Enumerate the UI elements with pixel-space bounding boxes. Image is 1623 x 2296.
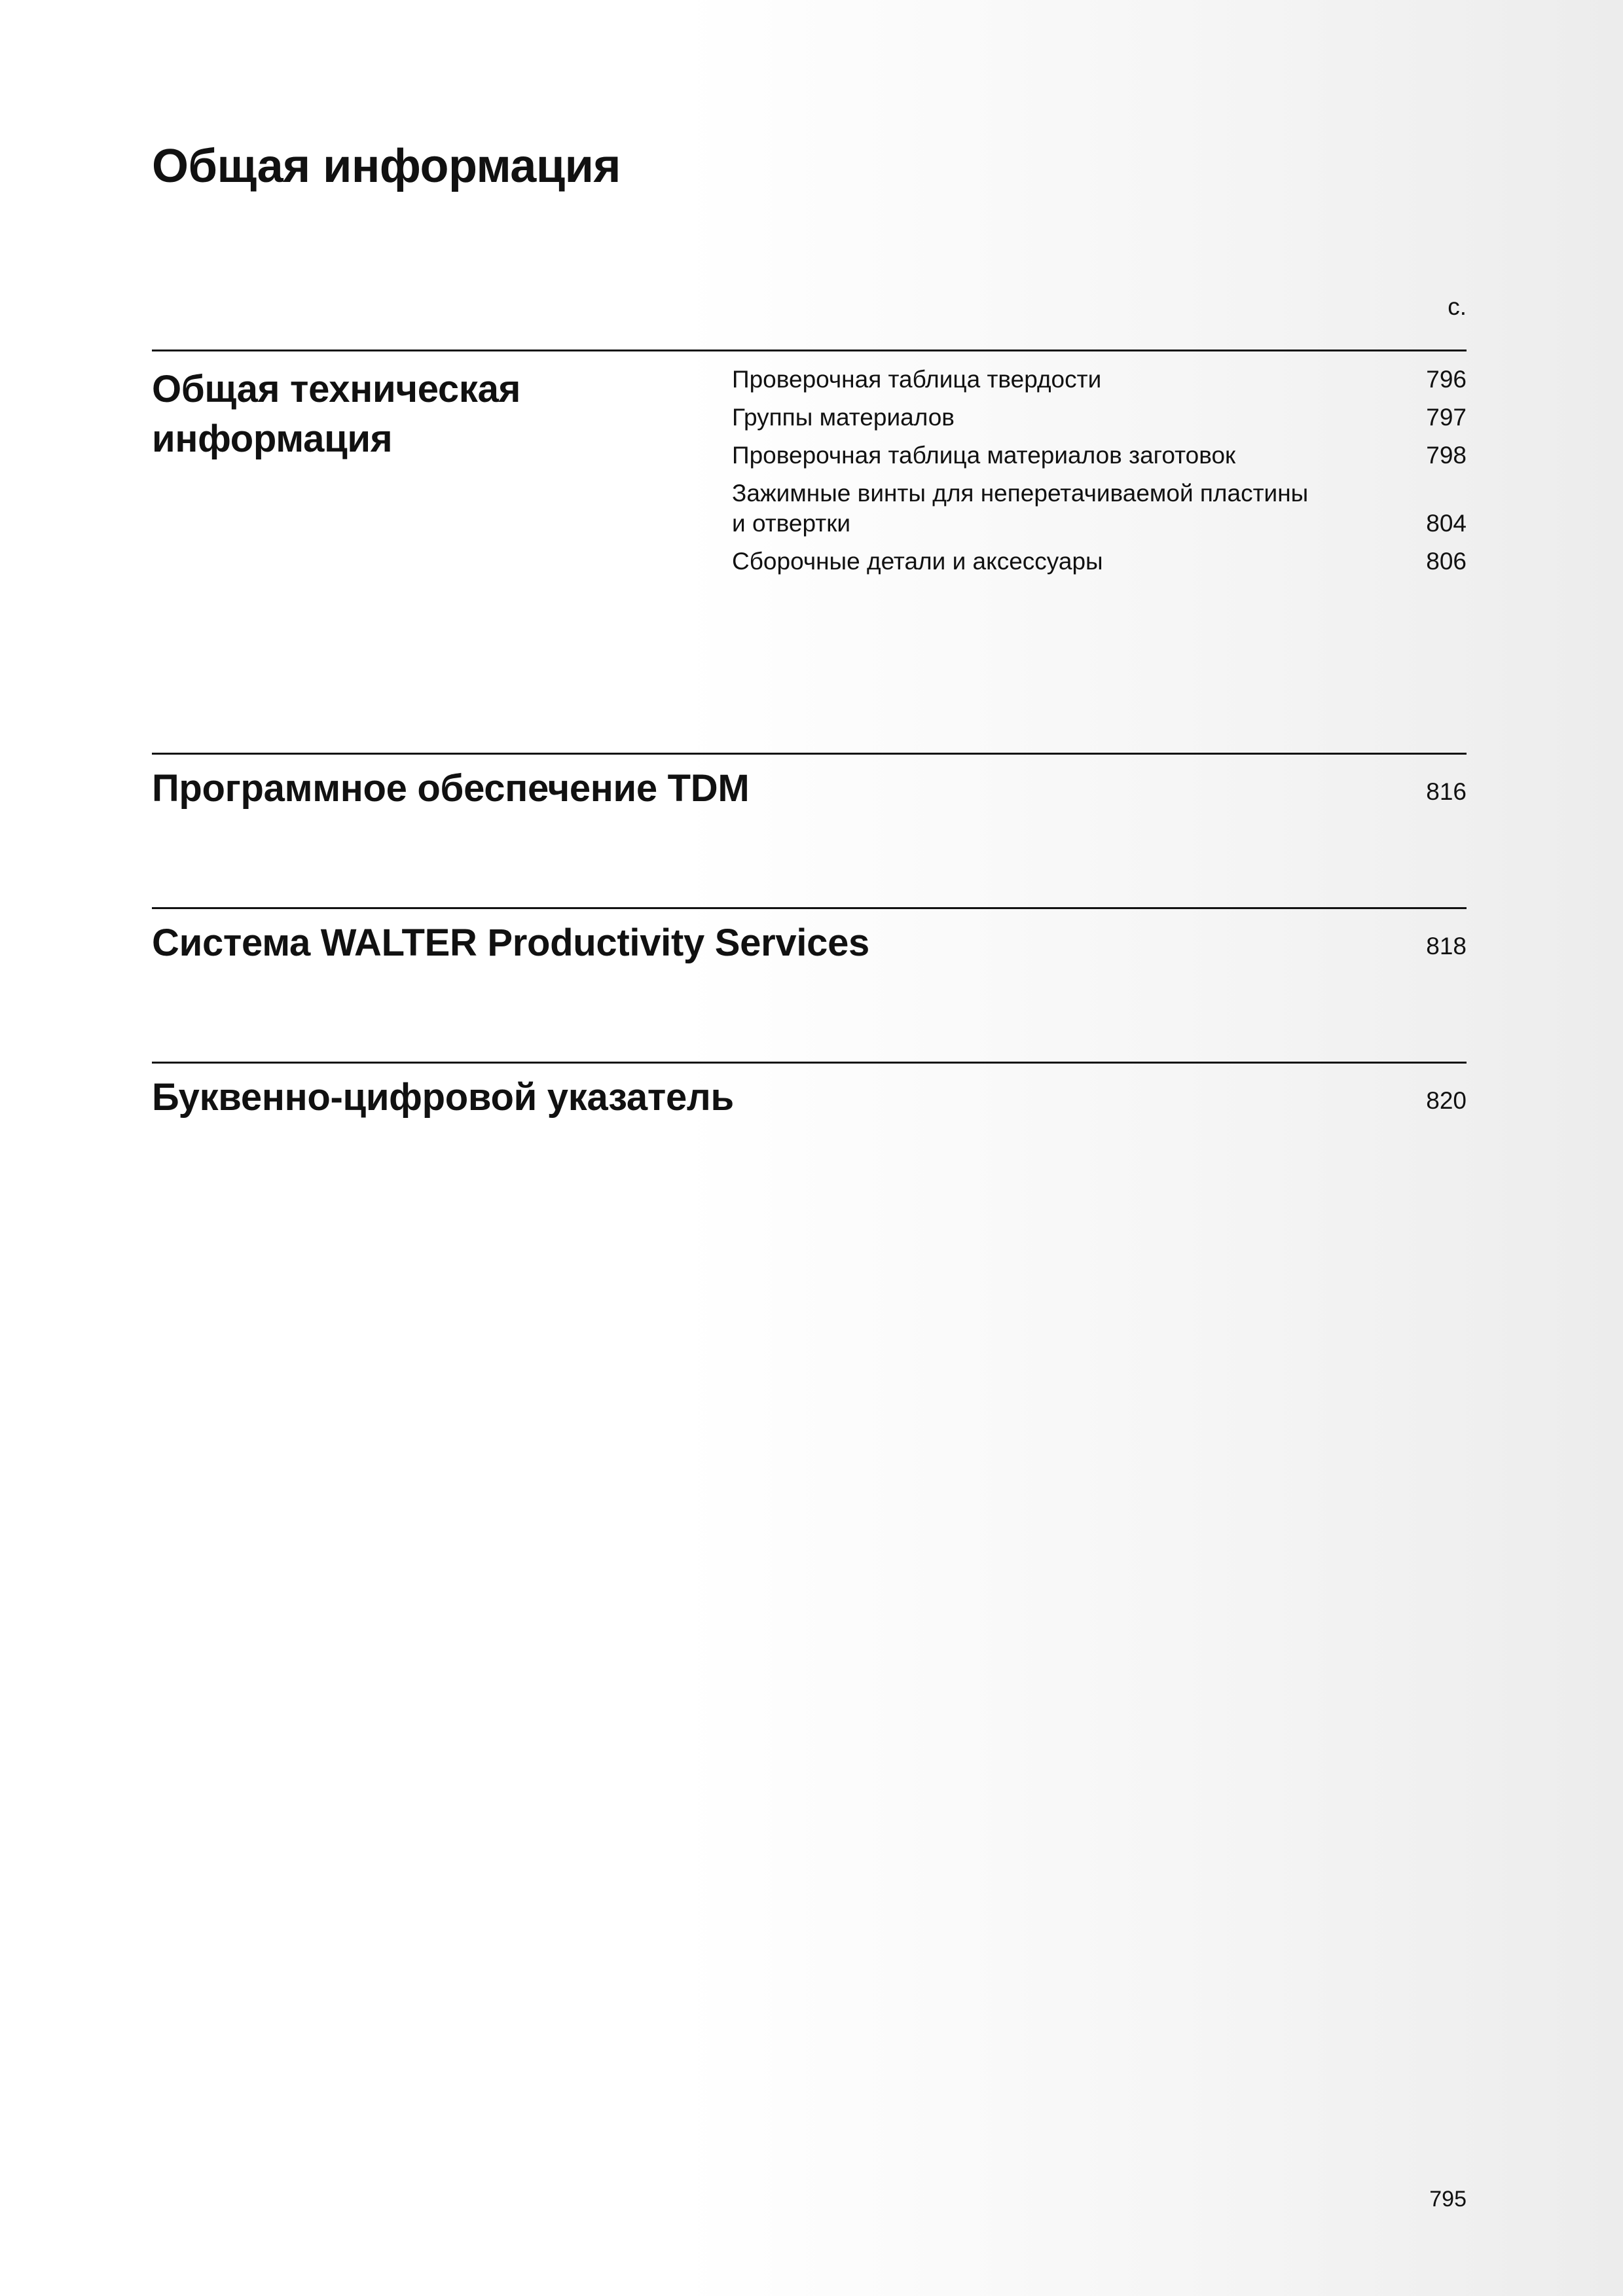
footer-page-number: 795	[1429, 2187, 1467, 2212]
toc-section-alphanumeric-index[interactable]	[152, 1062, 1467, 1142]
toc-entry-workpiece-materials-table[interactable]	[732, 440, 1467, 471]
toc-entry-page: 798	[1426, 442, 1467, 469]
section-title: Программное обеспечение TDM	[152, 767, 750, 810]
toc-section-general-technical-info	[152, 350, 1467, 600]
page-column-label: с.	[1448, 293, 1467, 320]
toc-entry-text: Проверочная таблица материалов заготовок	[732, 442, 1236, 469]
toc-entry-page: 796	[1426, 366, 1467, 393]
toc-entry-material-groups[interactable]	[732, 403, 1467, 433]
section-title: Общая техническая информация	[152, 368, 521, 460]
toc-entry-page: 806	[1426, 548, 1467, 575]
toc-entry-text: Группы материалов	[732, 404, 955, 431]
toc-entry-clamping-screws[interactable]	[732, 478, 1467, 539]
toc-entry-text: Сборочные детали и аксессуары	[732, 548, 1103, 575]
section-title: Буквенно-цифровой указатель	[152, 1076, 734, 1119]
toc-entry-text: Зажимные винты для неперетачиваемой пластины и отвертки	[732, 480, 1309, 537]
toc-entry-hardness-table[interactable]	[732, 365, 1467, 395]
toc-section-walter-productivity-services[interactable]	[152, 907, 1467, 988]
toc-section-tdm-software[interactable]	[152, 753, 1467, 833]
toc-entry-page: 804	[1426, 510, 1467, 537]
toc-entry-list	[732, 365, 1467, 584]
section-page: 818	[1426, 933, 1467, 960]
section-page: 816	[1426, 778, 1467, 805]
toc-entry-page: 797	[1426, 404, 1467, 431]
toc-entry-text: Проверочная таблица твердости	[732, 366, 1102, 393]
toc-entry-assembly-parts[interactable]	[732, 547, 1467, 577]
page-title: Общая информация	[152, 140, 621, 192]
section-title: Система WALTER Productivity Services	[152, 922, 870, 964]
section-page: 820	[1426, 1087, 1467, 1114]
